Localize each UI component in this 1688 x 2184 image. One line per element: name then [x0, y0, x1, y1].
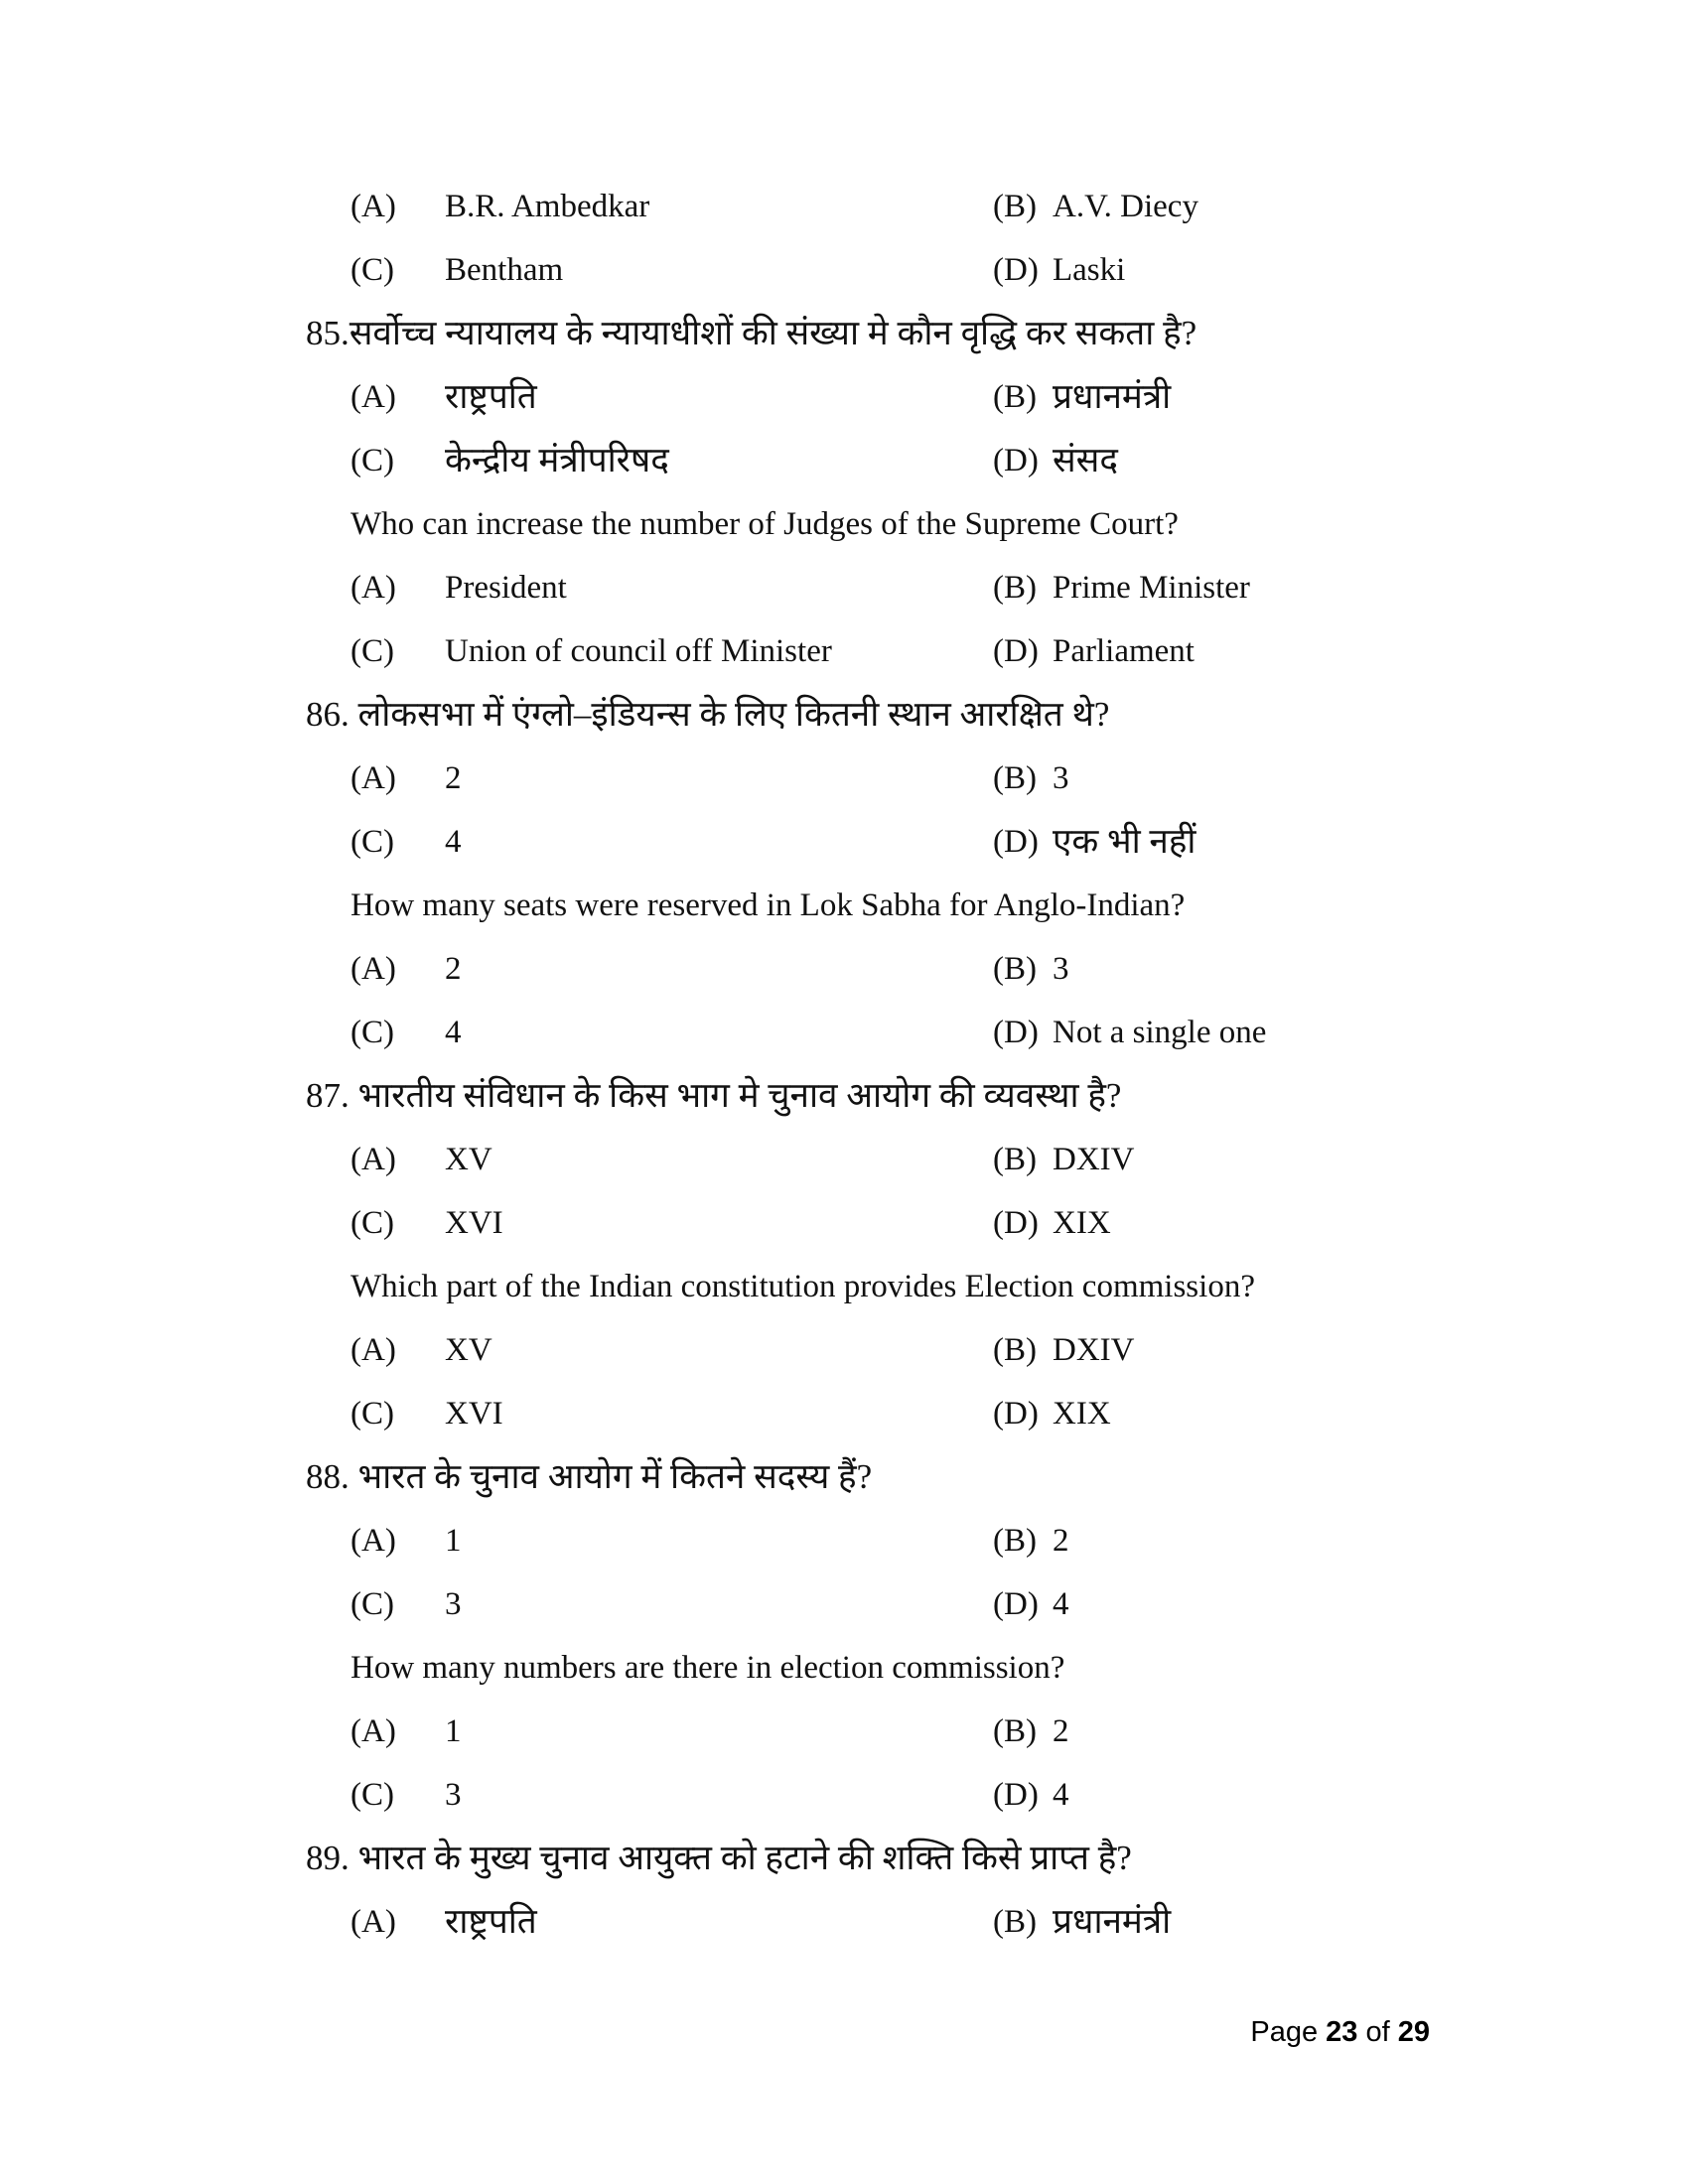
option-text: DXIV — [1053, 1332, 1135, 1368]
option-label: (B) — [993, 1904, 1037, 1940]
options-row — [0, 175, 1688, 238]
option-text: A.V. Diecy — [1053, 189, 1198, 224]
options-row — [0, 365, 1688, 429]
option-label: (D) — [993, 252, 1039, 288]
option-label: (D) — [993, 824, 1039, 860]
option-text: XVI — [445, 1396, 503, 1432]
question-text-english: How many seats were reserved in Lok Sabha for Anglo-Indian? — [351, 887, 1186, 923]
option-label: (C) — [351, 1777, 394, 1813]
option-label: (B) — [993, 951, 1037, 987]
question-86 — [0, 683, 1688, 747]
footer-of: of — [1365, 2016, 1390, 2048]
option-text: XVI — [445, 1205, 503, 1241]
option-label: (A) — [351, 189, 396, 224]
question-text-english: How many numbers are there in election commission? — [351, 1650, 1065, 1686]
options-row — [0, 1890, 1688, 1954]
options-row — [0, 1509, 1688, 1572]
option-text: DXIV — [1053, 1142, 1135, 1177]
option-label: (C) — [351, 1396, 394, 1432]
option-text: एक भी नहीं — [1053, 822, 1196, 861]
option-text: Laski — [1053, 252, 1126, 288]
option-label: (A) — [351, 1523, 396, 1559]
option-label: (D) — [993, 1015, 1039, 1050]
option-text: 3 — [1053, 760, 1069, 796]
option-text: XV — [445, 1142, 492, 1177]
option-label: (A) — [351, 1332, 396, 1368]
question-85-english — [0, 492, 1688, 556]
options-row — [0, 556, 1688, 619]
option-label: (A) — [351, 1142, 396, 1177]
option-text: 4 — [1053, 1777, 1069, 1813]
options-row — [0, 1700, 1688, 1763]
option-text: 1 — [445, 1713, 462, 1749]
option-label: (D) — [993, 1586, 1039, 1622]
question-86-english — [0, 874, 1688, 937]
option-text: 3 — [445, 1586, 462, 1622]
option-label: (C) — [351, 633, 394, 669]
option-text: Prime Minister — [1053, 570, 1250, 606]
options-row — [0, 810, 1688, 874]
option-text: 2 — [1053, 1713, 1069, 1749]
option-text: Parliament — [1053, 633, 1195, 669]
options-row — [0, 1128, 1688, 1191]
option-label: (D) — [993, 633, 1039, 669]
option-text: President — [445, 570, 567, 606]
options-row — [0, 747, 1688, 810]
question-text-english: Who can increase the number of Judges of the Supreme Court? — [351, 506, 1179, 542]
option-label: (C) — [351, 1586, 394, 1622]
options-row — [0, 1318, 1688, 1382]
option-text: 2 — [445, 760, 462, 796]
options-row — [0, 238, 1688, 302]
options-row — [0, 619, 1688, 683]
option-label: (B) — [993, 1332, 1037, 1368]
option-text: XIX — [1053, 1205, 1111, 1241]
option-text: राष्ट्रपति — [445, 377, 537, 416]
option-label: (B) — [993, 570, 1037, 606]
question-85 — [0, 302, 1688, 365]
options-row — [0, 1572, 1688, 1636]
option-label: (B) — [993, 1523, 1037, 1559]
question-text-english: Which part of the Indian constitution provides Election commission? — [351, 1269, 1255, 1304]
option-label: (C) — [351, 824, 394, 860]
option-label: (A) — [351, 951, 396, 987]
footer-current-page: 23 — [1326, 2016, 1358, 2048]
option-label: (B) — [993, 760, 1037, 796]
option-text: Union of council off Minister — [445, 633, 832, 669]
option-text: 3 — [445, 1777, 462, 1813]
option-text: 4 — [1053, 1586, 1069, 1622]
option-label: (C) — [351, 443, 394, 478]
options-row — [0, 1001, 1688, 1064]
option-label: (B) — [993, 1142, 1037, 1177]
option-label: (A) — [351, 1904, 396, 1940]
question-text-hindi: 88. भारत के चुनाव आयोग में कितने सदस्य हैं? — [306, 1457, 873, 1496]
option-text: प्रधानमंत्री — [1053, 1902, 1172, 1941]
option-text: XIX — [1053, 1396, 1111, 1432]
options-row — [0, 937, 1688, 1001]
footer-total-pages: 29 — [1397, 2016, 1430, 2048]
option-text: प्रधानमंत्री — [1053, 377, 1172, 416]
question-text-hindi: 86. लोकसभा में एंग्लो–इंडियन्स के लिए कितनी स्थान आरक्षित थे? — [306, 695, 1110, 734]
option-text: Not a single one — [1053, 1015, 1267, 1050]
question-88-english — [0, 1636, 1688, 1700]
question-text-hindi: 87. भारतीय संविधान के किस भाग मे चुनाव आयोग की व्यवस्था है? — [306, 1076, 1122, 1115]
option-text: 3 — [1053, 951, 1069, 987]
option-label: (A) — [351, 760, 396, 796]
option-label: (C) — [351, 252, 394, 288]
option-label: (B) — [993, 379, 1037, 415]
options-row — [0, 1191, 1688, 1255]
option-label: (B) — [993, 189, 1037, 224]
option-label: (D) — [993, 1205, 1039, 1241]
option-text: B.R. Ambedkar — [445, 189, 650, 224]
options-row — [0, 429, 1688, 492]
option-label: (C) — [351, 1205, 394, 1241]
question-88 — [0, 1445, 1688, 1509]
option-text: 2 — [1053, 1523, 1069, 1559]
question-text-hindi: 85.सर्वोच्च न्यायालय के न्यायाधीशों की संख्या मे कौन वृद्धि कर सकता है? — [306, 314, 1197, 352]
footer-prefix: Page — [1250, 2016, 1319, 2048]
option-text: 2 — [445, 951, 462, 987]
page-footer — [1250, 2015, 1430, 2049]
option-text: राष्ट्रपति — [445, 1902, 537, 1941]
option-label: (B) — [993, 1713, 1037, 1749]
options-row — [0, 1382, 1688, 1445]
option-text: XV — [445, 1332, 492, 1368]
option-label: (D) — [993, 1777, 1039, 1813]
option-text: संसद — [1053, 441, 1118, 479]
option-text: 4 — [445, 1015, 462, 1050]
option-text: Bentham — [445, 252, 564, 288]
option-label: (A) — [351, 570, 396, 606]
question-list — [0, 175, 1688, 1954]
option-text: 4 — [445, 824, 462, 860]
question-89 — [0, 1827, 1688, 1890]
option-label: (C) — [351, 1015, 394, 1050]
option-text: केन्द्रीय मंत्रीपरिषद — [445, 441, 669, 479]
question-text-hindi: 89. भारत के मुख्य चुनाव आयुक्त को हटाने की शक्ति किसे प्राप्त है? — [306, 1839, 1132, 1877]
question-87-english — [0, 1255, 1688, 1318]
option-label: (D) — [993, 443, 1039, 478]
option-label: (A) — [351, 1713, 396, 1749]
option-label: (A) — [351, 379, 396, 415]
option-text: 1 — [445, 1523, 462, 1559]
question-87 — [0, 1064, 1688, 1128]
option-label: (D) — [993, 1396, 1039, 1432]
options-row — [0, 1763, 1688, 1827]
